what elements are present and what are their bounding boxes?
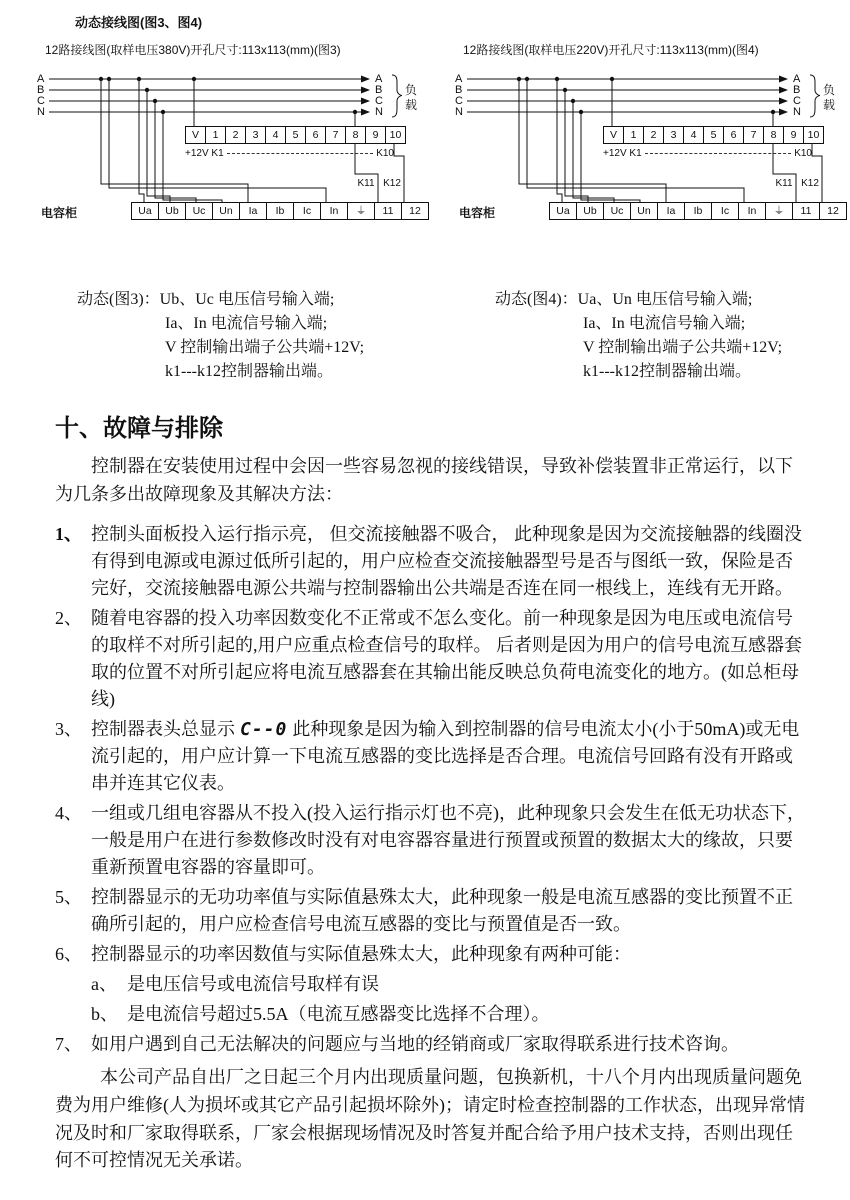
item-number: 2、 [55, 607, 82, 628]
terminal-cell: 1 [205, 127, 225, 143]
diagram-heading: 12路接线图(取样电压380V)开孔尺寸:113x113(mm)(图3) [45, 43, 341, 57]
page-title: 动态接线图(图3、图4) [75, 15, 203, 30]
terminal-cell: 9 [783, 127, 803, 143]
k-row-right: K10 [376, 148, 394, 159]
item-text: 是电压信号或电流信号取样有误 [127, 973, 379, 994]
list-subitem [91, 971, 805, 998]
terminal-cell: 8 [763, 127, 783, 143]
terminal-cell: 7 [325, 127, 345, 143]
top-terminal-strip [603, 126, 824, 144]
ground-terminal-cell: ⏚ [347, 203, 374, 219]
phase-label-left: N [455, 106, 463, 118]
load-brace [392, 75, 402, 117]
bottom-terminal-strip [549, 202, 847, 220]
phase-label-right: A [793, 73, 801, 85]
terminal-cell: 6 [305, 127, 325, 143]
list-item [55, 941, 805, 968]
load-label: 负载 [405, 83, 418, 112]
terminal-cell: 2 [643, 127, 663, 143]
note-line: k1---k12控制器输出端。 [583, 363, 751, 380]
item-text: 如用户遇到自己无法解决的问题应与当地的经销商或厂家取得联系进行技术咨询。 [91, 1033, 739, 1054]
terminal-cell: Uc [603, 203, 630, 219]
terminal-cell: 3 [245, 127, 265, 143]
list-item [55, 716, 805, 797]
item-text: 一组或几组电容器从不投入(投入运行指示灯也不亮)，此种现象只会发生在低无功状态下，一般是用户在进行参数修改时没有对电容器容量进行预置或预置的数据太大的缘故，只要重新预置电容器的容量即可。 [91, 802, 805, 877]
terminal-cell: Ua [138, 205, 152, 217]
terminal-cell: 4 [265, 127, 285, 143]
note-line: 动态(图4)：Ua、Un 电压信号输入端; [495, 291, 753, 308]
terminal-cell: 4 [683, 127, 703, 143]
item-number: 3、 [55, 718, 82, 739]
k-row-right: K10 [794, 148, 812, 159]
k11-label: K11 [357, 178, 375, 189]
wiring-diagram [453, 64, 845, 276]
list-item [55, 1031, 805, 1058]
phase-label-left: C [37, 95, 45, 107]
phase-label-right: A [375, 73, 383, 85]
wiring-diagram [35, 64, 427, 276]
terminal-cell: 12 [401, 203, 428, 219]
terminal-cell: In [320, 203, 347, 219]
note-line: k1---k12控制器输出端。 [165, 363, 333, 380]
item-number: b、 [91, 1003, 118, 1024]
terminal-cell: 9 [365, 127, 385, 143]
note-line: 动态(图3)：Ub、Uc 电压信号输入端; [77, 291, 335, 308]
terminal-cell: 11 [374, 203, 401, 219]
phase-label-left: C [455, 95, 463, 107]
item-text: 控制器显示的功率因数值与实际值悬殊太大，此种现象有两种可能： [91, 943, 631, 964]
terminal-cell: 3 [663, 127, 683, 143]
k12-label: K12 [801, 178, 819, 189]
capacitor-cabinet-label: 电容柜 [41, 206, 78, 220]
terminal-cell: Ib [684, 203, 711, 219]
terminal-cell: Ub [576, 203, 603, 219]
diagram-section-380v [35, 37, 427, 384]
phase-label-right: N [793, 106, 801, 118]
item-text [91, 716, 805, 797]
terminal-cell: Ub [158, 203, 185, 219]
terminal-cell: Un [212, 203, 239, 219]
item-number: 7、 [55, 1033, 82, 1054]
list-item [55, 521, 805, 602]
k-row-left: +12V K1 [603, 148, 642, 159]
terminal-cell: Ic [293, 203, 320, 219]
phase-label-right: B [375, 84, 383, 96]
phase-label-left: A [455, 73, 463, 85]
terminal-cell: 10 [385, 127, 405, 143]
diagram-notes [77, 288, 427, 384]
diagram-section-220v [453, 37, 845, 384]
phase-label-right: B [793, 84, 801, 96]
load-label: 负载 [823, 83, 836, 112]
capacitor-cabinet-label: 电容柜 [459, 206, 496, 220]
terminal-cell: Un [630, 203, 657, 219]
item-number: 4、 [55, 802, 82, 823]
item-number: a、 [91, 973, 117, 994]
k-output-row [603, 148, 812, 159]
terminal-cell: Ua [556, 205, 570, 217]
troubleshooting-list [55, 521, 805, 1058]
wiring-diagrams-row [35, 37, 839, 384]
terminal-cell: Ic [711, 203, 738, 219]
wiring-svg [453, 64, 845, 276]
item-number: 1、 [55, 523, 82, 544]
segment-display-reading: C--0 [240, 718, 288, 740]
k-dashed-line [227, 153, 374, 154]
list-item [55, 884, 805, 938]
diagram-notes [495, 288, 845, 384]
terminal-cell: 6 [723, 127, 743, 143]
item-text-pre: 控制器表头总显示 [91, 718, 235, 739]
terminal-cell: Uc [185, 203, 212, 219]
tap-ub [147, 90, 170, 202]
junction-dots [99, 77, 357, 114]
phase-label-right: N [375, 106, 383, 118]
wiring-svg [35, 64, 427, 276]
terminal-cell: Ia [657, 203, 684, 219]
item-number: 6、 [55, 943, 82, 964]
ground-terminal-cell: ⏚ [765, 203, 792, 219]
item-text: 控制头面板投入运行指示亮， 但交流接触器不吸合， 此种现象是因为交流接触器的线圈没有得到电源或电源过低所引起的，用户应检查交流接触器型号是否与图纸一致，保险是否完好，交流接触器电源公共端与控制器输出公共端是否连在同一根线上，连线有无开路。 [91, 523, 802, 598]
k-row-left: +12V K1 [185, 148, 224, 159]
terminal-cell: Ia [239, 203, 266, 219]
diagram-heading: 12路接线图(取样电压220V)开孔尺寸:113x113(mm)(图4) [463, 43, 759, 57]
phase-label-left: A [37, 73, 45, 85]
drop-terminal-12 [394, 144, 404, 202]
item-text-post: 此种现象是因为输入到控制器的信号电流太小(小于50mA)或无电流引起的，用户应计算一下电流互感器的变比选择是否合理。电流信号回路有没有开路或串并连其它仪表。 [91, 718, 800, 793]
note-line: V 控制输出端子公共端+12V; [165, 339, 365, 356]
note-line: Ia、In 电流信号输入端; [583, 315, 746, 332]
terminal-cell: V [191, 129, 199, 141]
phase-label-left: N [37, 106, 45, 118]
terminal-cell: 5 [285, 127, 305, 143]
terminal-cell: 10 [803, 127, 823, 143]
item-number: 5、 [55, 886, 82, 907]
drop-terminal-12 [812, 144, 822, 202]
item-text: 控制器显示的无功功率值与实际值悬殊太大，此种现象一般是电流互感器的变比预置不正确所引起的，用户应检查信号电流互感器的变比与预置值是否一致。 [91, 886, 793, 934]
k-dashed-line [645, 153, 792, 154]
terminal-cell: 11 [792, 203, 819, 219]
terminal-cell: 8 [345, 127, 365, 143]
junction-dots [517, 77, 775, 114]
terminal-cell: 7 [743, 127, 763, 143]
phase-label-left: B [37, 84, 45, 96]
phase-label-right: C [793, 95, 801, 107]
item-text: 随着电容器的投入功率因数变化不正常或不怎么变化。前一种现象是因为电压或电流信号的取样不对所引起的,用户应重点检查信号的取样。 后者则是因为用户的信号电流互感器套取的位置不对所引起应将电流互感器套在其输出能反映总负荷电流变化的地方。(如总柜母线) [91, 607, 802, 709]
note-line: V 控制输出端子公共端+12V; [583, 339, 783, 356]
bottom-terminal-strip [131, 202, 429, 220]
terminal-cell: V [609, 129, 617, 141]
warranty-paragraph: 本公司产品自出厂之日起三个月内出现质量问题，包换新机，十八个月内出现质量问题免费为用户维修(人为损坏或其它产品引起损坏除外)；请定时检查控制器的工作状态，出现异常情况及时和厂家取得联系，厂家会根据现场情况及时答复并配合给予用户技术支持，否则出现任何不可控情况无关承诺。 [55, 1066, 805, 1171]
terminal-cell: 1 [623, 127, 643, 143]
terminal-cell: 2 [225, 127, 245, 143]
section-heading: 十、故障与排除 [55, 415, 223, 442]
k12-label: K12 [383, 178, 401, 189]
terminal-cell: Ib [266, 203, 293, 219]
list-subitem [91, 1001, 805, 1028]
list-item [55, 605, 805, 713]
list-item [55, 800, 805, 881]
top-terminal-strip [185, 126, 406, 144]
k11-label: K11 [775, 178, 793, 189]
terminal-cell: 12 [819, 203, 846, 219]
k-output-row [185, 148, 394, 159]
note-line: Ia、In 电流信号输入端; [165, 315, 328, 332]
section-intro: 控制器在安装使用过程中会因一些容易忽视的接线错误，导致补偿装置非正常运行，以下为几条多出故障现象及其解决方法： [55, 456, 793, 504]
phase-label-left: B [455, 84, 463, 96]
tap-ub [565, 90, 588, 202]
load-brace [810, 75, 820, 117]
terminal-cell: 5 [703, 127, 723, 143]
phase-label-right: C [375, 95, 383, 107]
terminal-cell: In [738, 203, 765, 219]
item-text: 是电流信号超过5.5A（电流互感器变比选择不合理）。 [127, 1003, 550, 1024]
